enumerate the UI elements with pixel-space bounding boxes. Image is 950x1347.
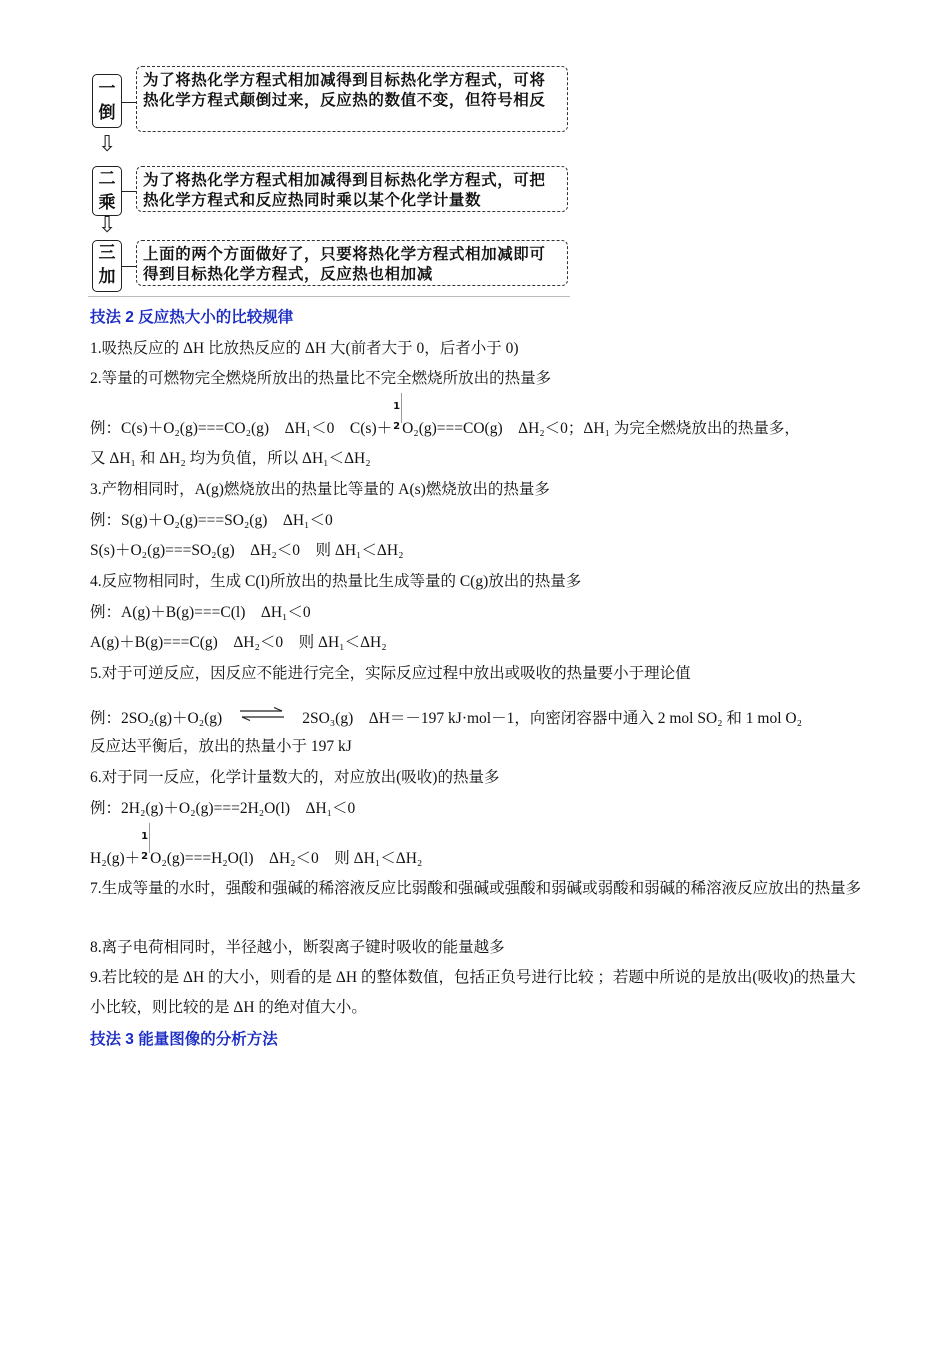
step-3-label: 三 加 [92, 240, 122, 292]
rule-9: 9.若比较的是 ΔH 的大小，则看的是 ΔH 的整体数值，包括正负号进行比较 ；若题中所说的是放出(吸收)的热量大小比较，则比较的是 ΔH 的绝对值大小。 [90, 969, 856, 1016]
rule-6-example-1: 例：2H₂(g)＋O₂(g)===2H₂O(l) ΔH₁＜0 [90, 800, 356, 817]
rule-2-example: 例：C(s)＋O₂(g)===CO₂(g) ΔH₁＜0 C(s)＋ 1 2 O₂(g)===CO(g) ΔH₂＜0；ΔH₁ 为完全燃烧放出的热量多， [90, 419, 800, 439]
rule-5-example: 例：2SO₂(g)＋O₂(g) 2SO₃(g) ΔH＝－197 kJ·mol－1，向密闭容器中通入 2 mol SO₂ 和 1 mol O₂ [90, 707, 802, 729]
fraction-half: 1 2 [392, 419, 402, 433]
rule-4-example-2: A(g)＋B(g)===C(g) ΔH₂＜0 则 ΔH₁＜ΔH₂ [90, 634, 387, 651]
rule-7: 7.生成等量的水时，强酸和强碱的稀溶液反应比弱酸和强碱或强酸和弱碱或弱酸和弱碱的稀溶液反应放出的热量多 [90, 880, 862, 897]
section-heading-3: 技法 3 能量图像的分析方法 [90, 1031, 278, 1048]
rule-2: 2.等量的可燃物完全燃烧所放出的热量比不完全燃烧所放出的热量多 [90, 370, 552, 387]
rule-4-example-1: 例：A(g)＋B(g)===C(l) ΔH₁＜0 [90, 604, 311, 621]
section-heading-2: 技法 2 反应热大小的比较规律 [90, 309, 294, 326]
rule-4: 4.反应物相同时，生成 C(l)所放出的热量比生成等量的 C(g)放出的热量多 [90, 573, 582, 590]
rule-2-conclusion: 又 ΔH₁ 和 ΔH₂ 均为负值，所以 ΔH₁＜ΔH₂ [90, 450, 371, 467]
arrow-down-icon: ⇩ [98, 213, 117, 238]
rule-1: 1.吸热反应的 ΔH 比放热反应的 ΔH 大(前者大于 0，后者小于 0) [90, 340, 519, 357]
rule-6: 6.对于同一反应，化学计量数大的，对应放出(吸收)的热量多 [90, 769, 500, 786]
arrow-down-icon: ⇩ [98, 132, 117, 157]
rule-3-example-2: S(s)＋O₂(g)===SO₂(g) ΔH₂＜0 则 ΔH₁＜ΔH₂ [90, 542, 404, 559]
flow-diagram [88, 62, 572, 298]
step-1-text: 为了将热化学方程式相加减得到目标热化学方程式，可将热化学方程式颠倒过来，反应热的数值不变，但符号相反 [136, 66, 568, 132]
rule-5: 5.对于可逆反应，因反应不能进行完全，实际反应过程中放出或吸收的热量要小于理论值 [90, 665, 691, 682]
step-3-text: 上面的两个方面做好了，只要将热化学方程式相加减即可得到目标热化学方程式，反应热也相加减 [136, 240, 568, 286]
rule-6-example-2: H₂(g)＋ 1 2 O₂(g)===H₂O(l) ΔH₂＜0 则 ΔH₁＜ΔH₂ [90, 849, 422, 869]
equilibrium-arrow-icon [238, 707, 286, 721]
step-2-label: 二 乘 [92, 166, 122, 216]
rule-3-example-1: 例：S(g)＋O₂(g)===SO₂(g) ΔH₁＜0 [90, 512, 333, 529]
step-1-label: 一 倒 [92, 74, 122, 128]
divider [88, 296, 570, 297]
rule-3: 3.产物相同时，A(g)燃烧放出的热量比等量的 A(s)燃烧放出的热量多 [90, 481, 550, 498]
step-2-text: 为了将热化学方程式相加减得到目标热化学方程式，可把热化学方程式和反应热同时乘以某个化学计量数 [136, 166, 568, 212]
rule-5-conclusion: 反应达平衡后，放出的热量小于 197 kJ [90, 738, 352, 755]
rule-8: 8.离子电荷相同时，半径越小，断裂离子键时吸收的能量越多 [90, 939, 505, 956]
fraction-half: 1 2 [140, 849, 150, 863]
